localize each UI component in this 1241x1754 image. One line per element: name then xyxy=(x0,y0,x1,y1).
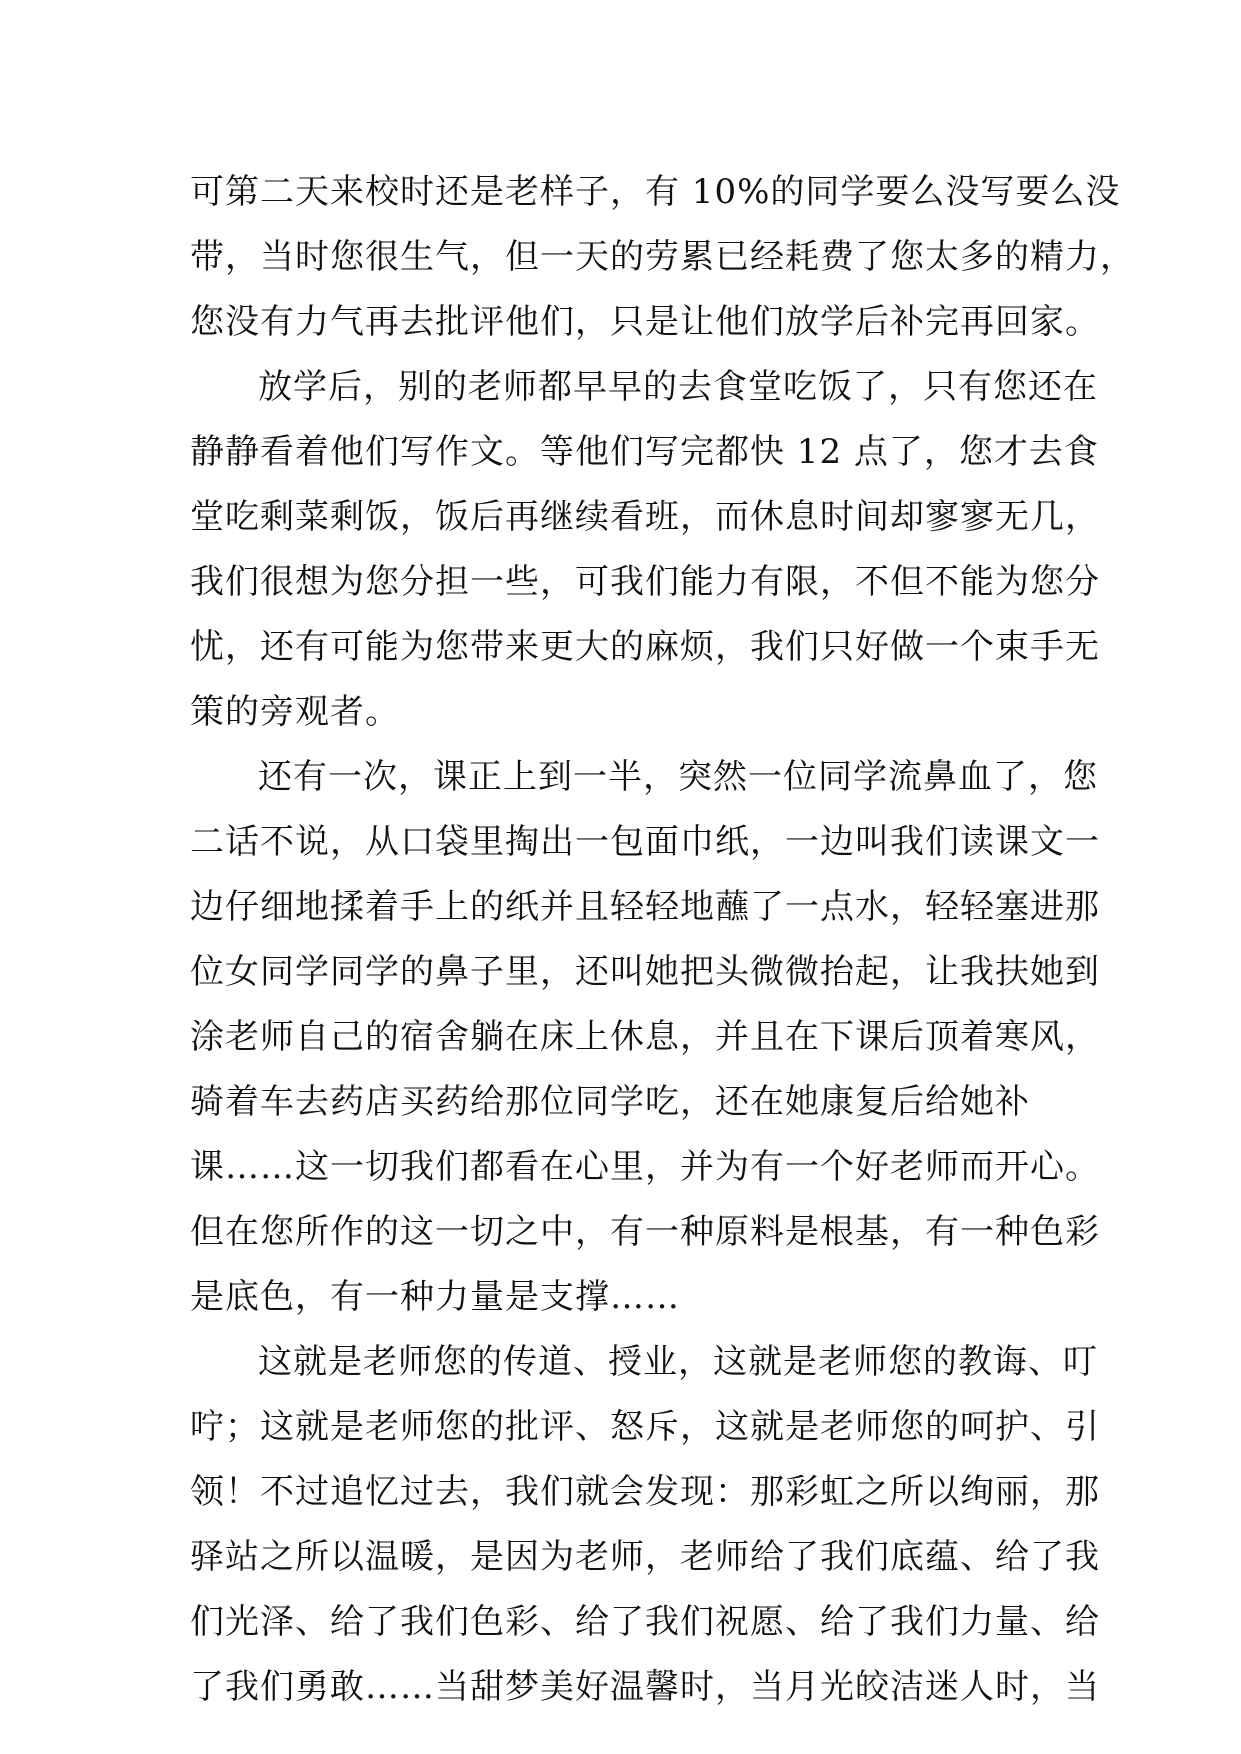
paragraph-4 xyxy=(190,1330,1100,1720)
text-line: 但在您所作的这一切之中，有一种原料是根基，有一种色彩 xyxy=(190,1212,1100,1252)
text-line: 了我们勇敢……当甜梦美好温馨时，当月光皎洁迷人时，当 xyxy=(190,1667,1100,1707)
text-line: 可第二天来校时还是老样子，有 10%的同学要么没写要么没 xyxy=(190,172,1121,212)
paragraph-2 xyxy=(190,355,1100,745)
text-line: 策的旁观者。 xyxy=(190,692,400,732)
text-line: 是底色，有一种力量是支撑…… xyxy=(190,1277,680,1317)
text-line: 边仔细地揉着手上的纸并且轻轻地蘸了一点水，轻轻塞进那 xyxy=(190,887,1100,927)
text-line: 咛；这就是老师您的批评、怒斥，这就是老师您的呵护、引 xyxy=(190,1407,1100,1447)
text-line: 堂吃剩菜剩饭，饭后再继续看班，而休息时间却寥寥无几， xyxy=(190,497,1100,537)
text-line: 位女同学同学的鼻子里，还叫她把头微微抬起，让我扶她到 xyxy=(190,952,1100,992)
text-line: 骑着车去药店买药给那位同学吃，还在她康复后给她补 xyxy=(190,1082,1030,1122)
text-line: 这就是老师您的传道、授业，这就是老师您的教诲、叮 xyxy=(258,1342,1098,1382)
text-line: 还有一次，课正上到一半，突然一位同学流鼻血了，您 xyxy=(258,757,1098,797)
text-line: 您没有力气再去批评他们，只是让他们放学后补完再回家。 xyxy=(190,302,1100,342)
text-line: 我们很想为您分担一些，可我们能力有限，不但不能为您分 xyxy=(190,562,1100,602)
text-line: 带，当时您很生气，但一天的劳累已经耗费了您太多的精力， xyxy=(190,237,1135,277)
paragraph-1 xyxy=(190,160,1135,355)
text-line: 课……这一切我们都看在心里，并为有一个好老师而开心。 xyxy=(190,1147,1100,1187)
paragraph-3 xyxy=(190,745,1100,1330)
text-line: 领！不过追忆过去，我们就会发现：那彩虹之所以绚丽，那 xyxy=(190,1472,1100,1512)
text-line: 静静看着他们写作文。等他们写完都快 12 点了，您才去食 xyxy=(190,432,1099,472)
text-line: 放学后，别的老师都早早的去食堂吃饭了，只有您还在 xyxy=(258,367,1098,407)
text-line: 二话不说，从口袋里掏出一包面巾纸，一边叫我们读课文一 xyxy=(190,822,1100,862)
text-line: 驿站之所以温暖，是因为老师，老师给了我们底蕴、给了我 xyxy=(190,1537,1100,1577)
body-text xyxy=(190,160,1135,1720)
text-line: 们光泽、给了我们色彩、给了我们祝愿、给了我们力量、给 xyxy=(190,1602,1100,1642)
text-line: 忧，还有可能为您带来更大的麻烦，我们只好做一个束手无 xyxy=(190,627,1100,667)
text-line: 涂老师自己的宿舍躺在床上休息，并且在下课后顶着寒风， xyxy=(190,1017,1100,1057)
